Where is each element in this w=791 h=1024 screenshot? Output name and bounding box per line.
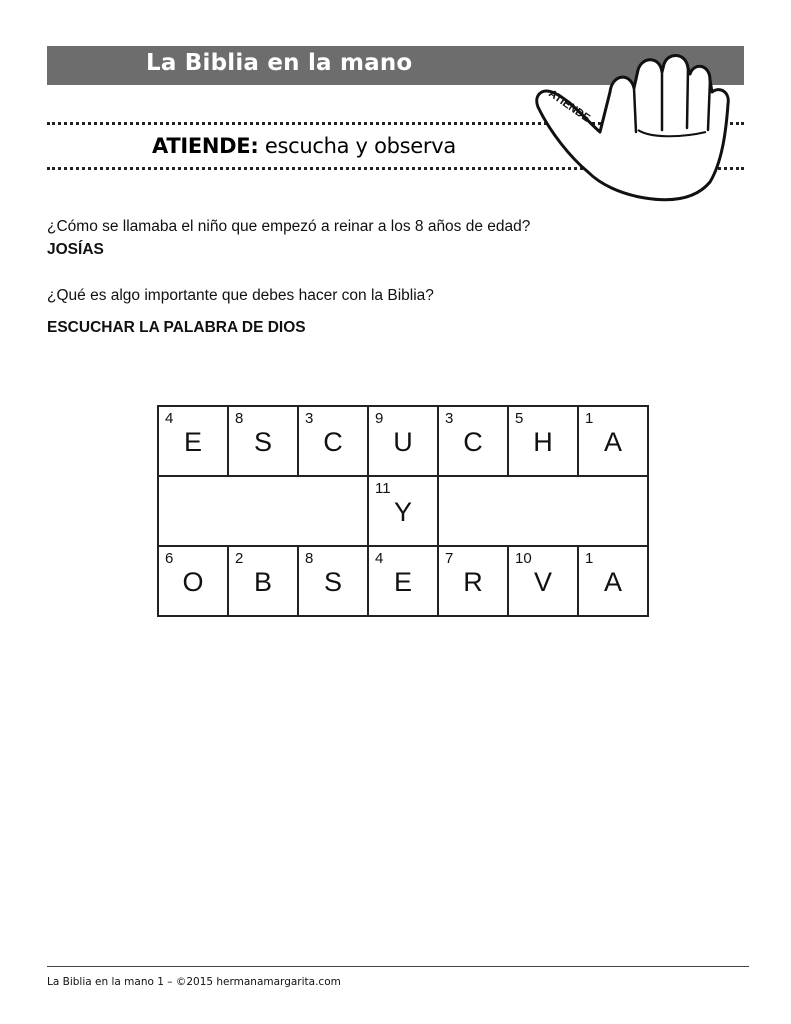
grid-row-escucha bbox=[158, 406, 648, 476]
cell-number: 1 bbox=[585, 550, 594, 567]
grid-cell bbox=[158, 406, 228, 476]
footer-divider bbox=[47, 966, 749, 967]
cell-letter: S bbox=[323, 567, 342, 597]
footer-text: La Biblia en la mano 1 – ©2015 hermanamargarita.com bbox=[47, 976, 341, 988]
word-grid bbox=[157, 405, 649, 617]
cell-number: 4 bbox=[165, 410, 174, 427]
cell-number: 2 bbox=[235, 550, 244, 567]
grid-empty-block-right bbox=[438, 476, 648, 546]
hand-illustration bbox=[530, 52, 745, 202]
cell-letter: U bbox=[393, 427, 413, 457]
cell-letter: H bbox=[533, 427, 553, 457]
cell-letter: C bbox=[463, 427, 483, 457]
subtitle-bold: ATIENDE: bbox=[152, 134, 259, 158]
cell-number: 6 bbox=[165, 550, 174, 567]
cell-number: 11 bbox=[375, 480, 391, 497]
grid-cell bbox=[298, 406, 368, 476]
grid-cell bbox=[158, 546, 228, 616]
section-subtitle bbox=[152, 134, 456, 158]
cell-number: 7 bbox=[445, 550, 454, 567]
grid-cell bbox=[438, 406, 508, 476]
grid-cell bbox=[228, 546, 298, 616]
grid-cell bbox=[228, 406, 298, 476]
answer-1: JOSÍAS bbox=[47, 241, 104, 258]
cell-number: 9 bbox=[375, 410, 384, 427]
cell-letter: E bbox=[183, 427, 202, 457]
grid-cell bbox=[368, 476, 438, 546]
grid-cell bbox=[578, 406, 648, 476]
grid-cell bbox=[578, 546, 648, 616]
grid-cell bbox=[298, 546, 368, 616]
question-1: ¿Cómo se llamaba el niño que empezó a reinar a los 8 años de edad? bbox=[47, 218, 531, 235]
cell-letter: Y bbox=[393, 497, 412, 527]
grid-cell bbox=[508, 406, 578, 476]
cell-letter: B bbox=[253, 567, 272, 597]
cell-letter: A bbox=[603, 427, 622, 457]
question-2: ¿Qué es algo importante que debes hacer con la Biblia? bbox=[47, 287, 434, 304]
page-title: La Biblia en la mano bbox=[146, 50, 413, 76]
cell-letter: V bbox=[533, 567, 552, 597]
cell-number: 10 bbox=[515, 550, 532, 567]
cell-number: 8 bbox=[235, 410, 244, 427]
subtitle-rest: escucha y observa bbox=[258, 134, 456, 158]
cell-number: 1 bbox=[585, 410, 594, 427]
grid-empty-block-left bbox=[158, 476, 368, 546]
grid-cell bbox=[368, 406, 438, 476]
hand-badge-label: ATIENDE bbox=[546, 87, 593, 125]
cell-letter: E bbox=[393, 567, 412, 597]
grid-cell bbox=[368, 546, 438, 616]
cell-letter: O bbox=[182, 567, 204, 597]
cell-letter: C bbox=[323, 427, 343, 457]
grid-cell bbox=[508, 546, 578, 616]
cell-number: 4 bbox=[375, 550, 384, 567]
cell-number: 3 bbox=[445, 410, 454, 427]
grid-row-y bbox=[158, 476, 648, 546]
cell-number: 5 bbox=[515, 410, 524, 427]
cell-letter: R bbox=[463, 567, 483, 597]
cell-letter: A bbox=[603, 567, 622, 597]
answer-2: ESCUCHAR LA PALABRA DE DIOS bbox=[47, 319, 306, 336]
grid-row-observa bbox=[158, 546, 648, 616]
cell-number: 3 bbox=[305, 410, 314, 427]
cell-letter: S bbox=[253, 427, 272, 457]
grid-cell bbox=[438, 546, 508, 616]
cell-number: 8 bbox=[305, 550, 314, 567]
